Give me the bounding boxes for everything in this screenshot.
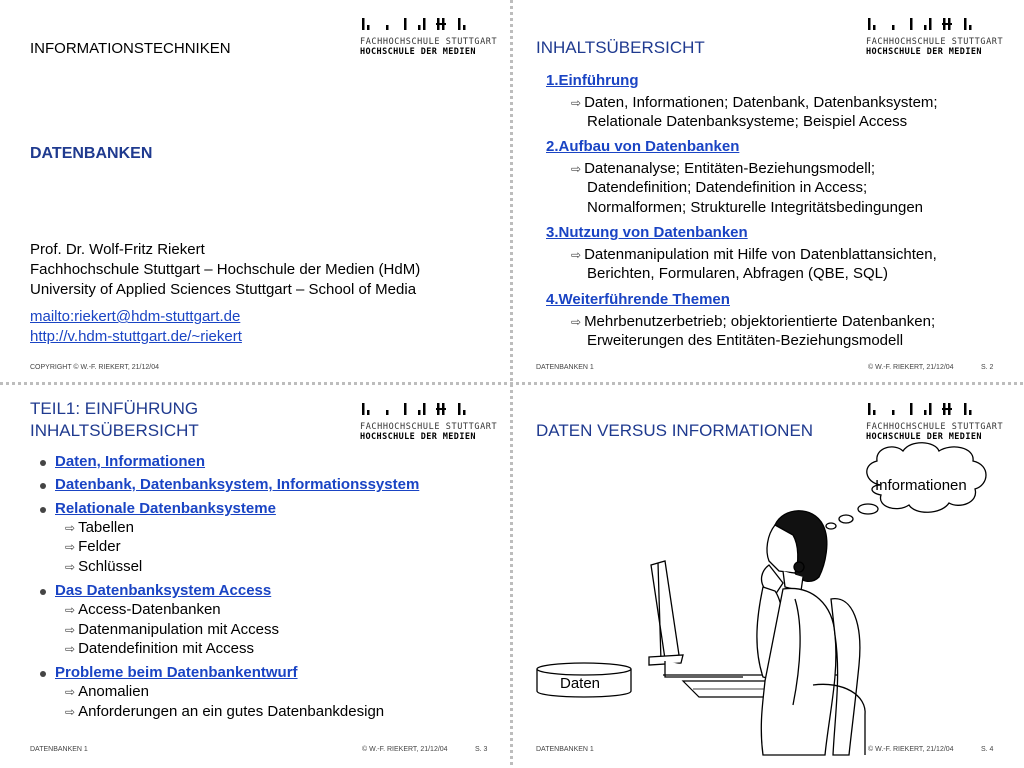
toc-item-cont: Normalformen; Strukturelle Integritätsbedingungen bbox=[587, 199, 924, 216]
arrow-right-icon: ⇨ bbox=[571, 162, 582, 176]
logo-line-1: FACHHOCHSCHULE STUTTGART bbox=[866, 37, 1004, 47]
hdm-logo-mark-icon bbox=[360, 401, 480, 417]
page-number: S. 4 bbox=[981, 746, 994, 753]
arrow-right-icon: ⇨ bbox=[65, 623, 76, 637]
toc-section-1[interactable]: 1.Einführung bbox=[546, 72, 639, 89]
slide-header-1: TEIL1: EINFÜHRUNG bbox=[30, 399, 199, 418]
slide-header: INHALTSÜBERSICHT bbox=[536, 38, 705, 57]
arrow-right-icon: ⇨ bbox=[65, 685, 76, 699]
toc-item: ⇨ Mehrbenutzerbetrieb; objektorientierte Datenbanken; bbox=[571, 313, 936, 330]
sub-item: ⇨ Datenmanipulation mit Access bbox=[65, 621, 279, 638]
hdm-logo bbox=[360, 16, 500, 56]
toc-item: ⇨ Daten, Informationen; Datenbank, Datenbanksystem; bbox=[571, 94, 938, 111]
logo-line-1: FACHHOCHSCHULE STUTTGART bbox=[360, 422, 498, 432]
arrow-right-icon: ⇨ bbox=[571, 315, 582, 329]
toc-item-cont: Relationale Datenbanksysteme; Beispiel Access bbox=[587, 113, 908, 130]
logo-line-1: FACHHOCHSCHULE STUTTGART bbox=[360, 37, 498, 47]
toc-item-cont: Berichten, Formularen, Abfragen (QBE, SQL) bbox=[587, 265, 888, 282]
footer-copyright: © W.-F. RIEKERT, 21/12/04 bbox=[868, 364, 954, 371]
slide-2 bbox=[513, 0, 1023, 382]
slide-1 bbox=[0, 0, 510, 382]
bullet-link[interactable]: Datenbank, Datenbanksystem, Informationssystem bbox=[55, 476, 420, 493]
page-number: S. 2 bbox=[981, 364, 994, 371]
monitor-icon bbox=[649, 561, 743, 677]
cloud-label: Informationen bbox=[875, 477, 967, 494]
bullet-icon bbox=[40, 507, 46, 513]
slide-header-2: INHALTSÜBERSICHT bbox=[30, 421, 199, 440]
bullet-icon bbox=[40, 460, 46, 466]
sub-item: ⇨ Schlüssel bbox=[65, 558, 143, 575]
logo-line-1: FACHHOCHSCHULE STUTTGART bbox=[866, 422, 1004, 432]
arrow-right-icon: ⇨ bbox=[571, 248, 582, 262]
bullet-link[interactable]: Relationale Datenbanksysteme bbox=[55, 500, 276, 517]
bullet-link[interactable]: Probleme beim Datenbankentwurf bbox=[55, 664, 298, 681]
woman-figure-icon bbox=[757, 511, 865, 755]
arrow-right-icon: ⇨ bbox=[65, 521, 76, 535]
footer-left: DATENBANKEN 1 bbox=[536, 746, 594, 753]
toc-item: ⇨ Datenmanipulation mit Hilfe von Datenblattansichten, bbox=[571, 246, 937, 263]
arrow-right-icon: ⇨ bbox=[65, 560, 76, 574]
arrow-right-icon: ⇨ bbox=[65, 642, 76, 656]
hdm-logo bbox=[866, 16, 1006, 56]
toc-section-3[interactable]: 3.Nutzung von Datenbanken bbox=[546, 224, 748, 241]
logo-line-2: HOCHSCHULE DER MEDIEN bbox=[866, 432, 982, 442]
logo-line-2: HOCHSCHULE DER MEDIEN bbox=[360, 432, 476, 442]
daten-label: Daten bbox=[560, 675, 601, 692]
slide-header: DATEN VERSUS INFORMATIONEN bbox=[536, 421, 814, 440]
logo-line-2: HOCHSCHULE DER MEDIEN bbox=[360, 47, 476, 57]
footer-left: DATENBANKEN 1 bbox=[536, 364, 594, 371]
affiliation-en: University of Applied Sciences Stuttgart – School of Media bbox=[30, 281, 417, 298]
sub-item: ⇨ Felder bbox=[65, 538, 121, 555]
toc-section-4[interactable]: 4.Weiterführende Themen bbox=[546, 291, 730, 308]
slide-4 bbox=[513, 385, 1023, 767]
affiliation-de: Fachhochschule Stuttgart – Hochschule der Medien (HdM) bbox=[30, 261, 421, 278]
bullet-icon bbox=[40, 671, 46, 677]
bullet-link[interactable]: Daten, Informationen bbox=[55, 453, 206, 470]
web-link[interactable]: http://v.hdm-stuttgart.de/~riekert bbox=[30, 328, 242, 345]
slide-title: DATENBANKEN bbox=[30, 145, 153, 162]
logo-line-2: HOCHSCHULE DER MEDIEN bbox=[866, 47, 982, 57]
sub-item: ⇨ Datendefinition mit Access bbox=[65, 640, 254, 657]
sub-item: ⇨ Anomalien bbox=[65, 683, 149, 700]
arrow-right-icon: ⇨ bbox=[571, 96, 582, 110]
toc-section-2[interactable]: 2.Aufbau von Datenbanken bbox=[546, 138, 740, 155]
page-number: S. 3 bbox=[475, 746, 488, 753]
toc-item-cont: Datendefinition; Datendefinition in Access; bbox=[587, 179, 868, 196]
arrow-right-icon: ⇨ bbox=[65, 540, 76, 554]
footer-copyright: COPYRIGHT © W.-F. RIEKERT, 21/12/04 bbox=[30, 364, 159, 371]
footer-copyright: © W.-F. RIEKERT, 21/12/04 bbox=[868, 746, 954, 753]
bullet-link[interactable]: Das Datenbanksystem Access bbox=[55, 582, 272, 599]
sub-item: ⇨ Access-Datenbanken bbox=[65, 601, 221, 618]
sub-item: ⇨ Tabellen bbox=[65, 519, 134, 536]
toc-item: ⇨ Datenanalyse; Entitäten-Beziehungsmodell; bbox=[571, 160, 876, 177]
author-name: Prof. Dr. Wolf-Fritz Riekert bbox=[30, 241, 205, 258]
slide-3 bbox=[0, 385, 510, 767]
toc-item-cont: Erweiterungen des Entitäten-Beziehungsmodell bbox=[587, 332, 904, 349]
email-link[interactable]: mailto:riekert@hdm-stuttgart.de bbox=[30, 308, 241, 325]
bullet-icon bbox=[40, 589, 46, 595]
thinking-woman-illustration bbox=[513, 385, 1023, 767]
arrow-right-icon: ⇨ bbox=[65, 705, 76, 719]
hdm-logo-mark-icon bbox=[866, 16, 986, 32]
sub-item: ⇨ Anforderungen an ein gutes Datenbankdesign bbox=[65, 703, 385, 720]
hdm-logo-mark-icon bbox=[360, 16, 480, 32]
slide-header: INFORMATIONSTECHNIKEN bbox=[30, 40, 231, 57]
arrow-right-icon: ⇨ bbox=[65, 603, 76, 617]
hdm-logo bbox=[360, 401, 500, 441]
bullet-icon bbox=[40, 483, 46, 489]
footer-copyright: © W.-F. RIEKERT, 21/12/04 bbox=[362, 746, 448, 753]
footer-left: DATENBANKEN 1 bbox=[30, 746, 88, 753]
